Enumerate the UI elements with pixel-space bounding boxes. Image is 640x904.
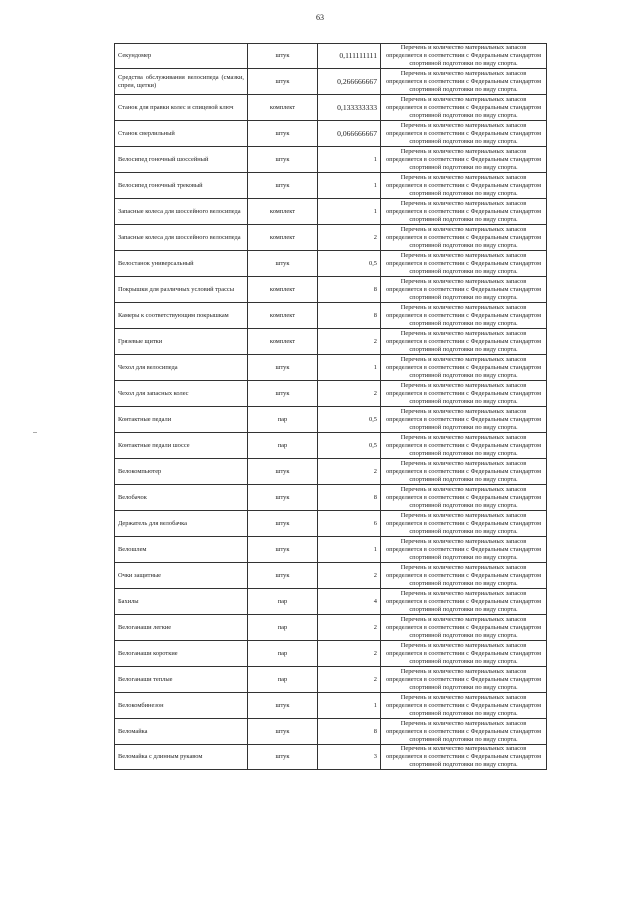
quantity-cell: 8 xyxy=(318,485,381,511)
table-row xyxy=(115,251,547,277)
item-name-cell: Велостанок универсальный xyxy=(115,251,248,277)
unit-cell: комплект xyxy=(248,329,318,355)
unit-cell: пар xyxy=(248,407,318,433)
table-row xyxy=(115,95,547,121)
table-row xyxy=(115,121,547,147)
quantity-cell: 2 xyxy=(318,459,381,485)
quantity-cell: 2 xyxy=(318,329,381,355)
quantity-cell: 0,266666667 xyxy=(318,69,381,95)
quantity-cell: 1 xyxy=(318,173,381,199)
table-row xyxy=(115,641,547,667)
item-name-cell: Средства обслуживания велосипеда (смазки, спреи, щетки) xyxy=(115,69,248,95)
unit-cell: штук xyxy=(248,693,318,719)
table-row xyxy=(115,303,547,329)
equipment-table xyxy=(114,43,547,770)
table-row xyxy=(115,407,547,433)
note-cell: Перечень и количество материальных запасов определяется в соответствии с Федеральным стандартом спортивной подготовки по виду спорта. xyxy=(381,251,547,277)
quantity-cell: 8 xyxy=(318,277,381,303)
quantity-cell: 1 xyxy=(318,355,381,381)
note-cell: Перечень и количество материальных запасов определяется в соответствии с Федеральным стандартом спортивной подготовки по виду спорта. xyxy=(381,44,547,69)
table-row xyxy=(115,173,547,199)
note-cell: Перечень и количество материальных запасов определяется в соответствии с Федеральным стандартом спортивной подготовки по виду спорта. xyxy=(381,355,547,381)
table-row xyxy=(115,381,547,407)
quantity-cell: 2 xyxy=(318,225,381,251)
unit-cell: комплект xyxy=(248,199,318,225)
note-cell: Перечень и количество материальных запасов определяется в соответствии с Федеральным стандартом спортивной подготовки по виду спорта. xyxy=(381,459,547,485)
item-name-cell: Покрышки для различных условий трассы xyxy=(115,277,248,303)
table-row xyxy=(115,511,547,537)
unit-cell: штук xyxy=(248,44,318,69)
quantity-cell: 1 xyxy=(318,537,381,563)
item-name-cell: Чехол для запасных колес xyxy=(115,381,248,407)
item-name-cell: Велосипед гоночный шоссейный xyxy=(115,147,248,173)
item-name-cell: Станок для правки колес и спицевой ключ xyxy=(115,95,248,121)
table-row xyxy=(115,745,547,770)
unit-cell: штук xyxy=(248,251,318,277)
table-row xyxy=(115,719,547,745)
table-row xyxy=(115,433,547,459)
quantity-cell: 4 xyxy=(318,589,381,615)
unit-cell: штук xyxy=(248,537,318,563)
unit-cell: комплект xyxy=(248,225,318,251)
note-cell: Перечень и количество материальных запасов определяется в соответствии с Федеральным стандартом спортивной подготовки по виду спорта. xyxy=(381,329,547,355)
table-row xyxy=(115,355,547,381)
item-name-cell: Велоганаши короткие xyxy=(115,641,248,667)
note-cell: Перечень и количество материальных запасов определяется в соответствии с Федеральным стандартом спортивной подготовки по виду спорта. xyxy=(381,719,547,745)
table-row xyxy=(115,44,547,69)
quantity-cell: 2 xyxy=(318,667,381,693)
quantity-cell: 2 xyxy=(318,563,381,589)
note-cell: Перечень и количество материальных запасов определяется в соответствии с Федеральным стандартом спортивной подготовки по виду спорта. xyxy=(381,173,547,199)
note-cell: Перечень и количество материальных запасов определяется в соответствии с Федеральным стандартом спортивной подготовки по виду спорта. xyxy=(381,407,547,433)
page-number: 63 xyxy=(316,13,324,22)
quantity-cell: 0,5 xyxy=(318,251,381,277)
unit-cell: пар xyxy=(248,641,318,667)
unit-cell: штук xyxy=(248,719,318,745)
note-cell: Перечень и количество материальных запасов определяется в соответствии с Федеральным стандартом спортивной подготовки по виду спорта. xyxy=(381,485,547,511)
item-name-cell: Очки защитные xyxy=(115,563,248,589)
table-row xyxy=(115,199,547,225)
quantity-cell: 1 xyxy=(318,147,381,173)
unit-cell: штук xyxy=(248,563,318,589)
quantity-cell: 3 xyxy=(318,745,381,770)
unit-cell: штук xyxy=(248,355,318,381)
unit-cell: штук xyxy=(248,511,318,537)
item-name-cell: Контактные педали шоссе xyxy=(115,433,248,459)
unit-cell: пар xyxy=(248,615,318,641)
item-name-cell: Веломайка с длинным рукавом xyxy=(115,745,248,770)
unit-cell: штук xyxy=(248,485,318,511)
unit-cell: штук xyxy=(248,121,318,147)
table-row xyxy=(115,693,547,719)
item-name-cell: Секундомер xyxy=(115,44,248,69)
table-row xyxy=(115,225,547,251)
item-name-cell: Веломайка xyxy=(115,719,248,745)
item-name-cell: Велошлем xyxy=(115,537,248,563)
item-name-cell: Велосипед гоночный трековый xyxy=(115,173,248,199)
quantity-cell: 1 xyxy=(318,199,381,225)
quantity-cell: 8 xyxy=(318,719,381,745)
quantity-cell: 0,111111111 xyxy=(318,44,381,69)
item-name-cell: Грязевые щитки xyxy=(115,329,248,355)
unit-cell: пар xyxy=(248,667,318,693)
note-cell: Перечень и количество материальных запасов определяется в соответствии с Федеральным стандартом спортивной подготовки по виду спорта. xyxy=(381,303,547,329)
item-name-cell: Станок сверлильный xyxy=(115,121,248,147)
table-row xyxy=(115,147,547,173)
quantity-cell: 2 xyxy=(318,641,381,667)
quantity-cell: 0,5 xyxy=(318,407,381,433)
unit-cell: штук xyxy=(248,745,318,770)
item-name-cell: Бахилы xyxy=(115,589,248,615)
note-cell: Перечень и количество материальных запасов определяется в соответствии с Федеральным стандартом спортивной подготовки по виду спорта. xyxy=(381,121,547,147)
quantity-cell: 0,133333333 xyxy=(318,95,381,121)
table-row xyxy=(115,459,547,485)
quantity-cell: 0,5 xyxy=(318,433,381,459)
table-row xyxy=(115,615,547,641)
quantity-cell: 1 xyxy=(318,693,381,719)
table-row xyxy=(115,589,547,615)
item-name-cell: Камеры к соответствующим покрышкам xyxy=(115,303,248,329)
quantity-cell: 6 xyxy=(318,511,381,537)
table-row xyxy=(115,563,547,589)
note-cell: Перечень и количество материальных запасов определяется в соответствии с Федеральным стандартом спортивной подготовки по виду спорта. xyxy=(381,69,547,95)
quantity-cell: 2 xyxy=(318,615,381,641)
note-cell: Перечень и количество материальных запасов определяется в соответствии с Федеральным стандартом спортивной подготовки по виду спорта. xyxy=(381,693,547,719)
item-name-cell: Запасные колеса для шоссейного велосипеда xyxy=(115,225,248,251)
note-cell: Перечень и количество материальных запасов определяется в соответствии с Федеральным стандартом спортивной подготовки по виду спорта. xyxy=(381,277,547,303)
note-cell: Перечень и количество материальных запасов определяется в соответствии с Федеральным стандартом спортивной подготовки по виду спорта. xyxy=(381,615,547,641)
unit-cell: пар xyxy=(248,433,318,459)
table-row xyxy=(115,277,547,303)
item-name-cell: Велоганаши теплые xyxy=(115,667,248,693)
note-cell: Перечень и количество материальных запасов определяется в соответствии с Федеральным стандартом спортивной подготовки по виду спорта. xyxy=(381,589,547,615)
item-name-cell: Держатель для велобачка xyxy=(115,511,248,537)
quantity-cell: 0,066666667 xyxy=(318,121,381,147)
table-row xyxy=(115,69,547,95)
item-name-cell: Велокомпьютер xyxy=(115,459,248,485)
table-row xyxy=(115,537,547,563)
table-row xyxy=(115,667,547,693)
note-cell: Перечень и количество материальных запасов определяется в соответствии с Федеральным стандартом спортивной подготовки по виду спорта. xyxy=(381,147,547,173)
quantity-cell: 8 xyxy=(318,303,381,329)
note-cell: Перечень и количество материальных запасов определяется в соответствии с Федеральным стандартом спортивной подготовки по виду спорта. xyxy=(381,537,547,563)
note-cell: Перечень и количество материальных запасов определяется в соответствии с Федеральным стандартом спортивной подготовки по виду спорта. xyxy=(381,745,547,770)
note-cell: Перечень и количество материальных запасов определяется в соответствии с Федеральным стандартом спортивной подготовки по виду спорта. xyxy=(381,511,547,537)
unit-cell: штук xyxy=(248,381,318,407)
unit-cell: комплект xyxy=(248,303,318,329)
item-name-cell: Запасные колеса для шоссейного велосипеда xyxy=(115,199,248,225)
note-cell: Перечень и количество материальных запасов определяется в соответствии с Федеральным стандартом спортивной подготовки по виду спорта. xyxy=(381,433,547,459)
note-cell: Перечень и количество материальных запасов определяется в соответствии с Федеральным стандартом спортивной подготовки по виду спорта. xyxy=(381,199,547,225)
unit-cell: комплект xyxy=(248,277,318,303)
note-cell: Перечень и количество материальных запасов определяется в соответствии с Федеральным стандартом спортивной подготовки по виду спорта. xyxy=(381,95,547,121)
table-body xyxy=(115,44,547,770)
unit-cell: штук xyxy=(248,173,318,199)
item-name-cell: Велобачок xyxy=(115,485,248,511)
item-name-cell: Чехол для велосипеда xyxy=(115,355,248,381)
item-name-cell: Велоганаши легкие xyxy=(115,615,248,641)
item-name-cell: Велокомбинезон xyxy=(115,693,248,719)
unit-cell: штук xyxy=(248,147,318,173)
note-cell: Перечень и количество материальных запасов определяется в соответствии с Федеральным стандартом спортивной подготовки по виду спорта. xyxy=(381,641,547,667)
quantity-cell: 2 xyxy=(318,381,381,407)
unit-cell: штук xyxy=(248,69,318,95)
note-cell: Перечень и количество материальных запасов определяется в соответствии с Федеральным стандартом спортивной подготовки по виду спорта. xyxy=(381,225,547,251)
unit-cell: комплект xyxy=(248,95,318,121)
unit-cell: пар xyxy=(248,589,318,615)
note-cell: Перечень и количество материальных запасов определяется в соответствии с Федеральным стандартом спортивной подготовки по виду спорта. xyxy=(381,563,547,589)
margin-mark xyxy=(33,432,37,433)
note-cell: Перечень и количество материальных запасов определяется в соответствии с Федеральным стандартом спортивной подготовки по виду спорта. xyxy=(381,381,547,407)
unit-cell: штук xyxy=(248,459,318,485)
table-row xyxy=(115,485,547,511)
table-row xyxy=(115,329,547,355)
note-cell: Перечень и количество материальных запасов определяется в соответствии с Федеральным стандартом спортивной подготовки по виду спорта. xyxy=(381,667,547,693)
item-name-cell: Контактные педали xyxy=(115,407,248,433)
